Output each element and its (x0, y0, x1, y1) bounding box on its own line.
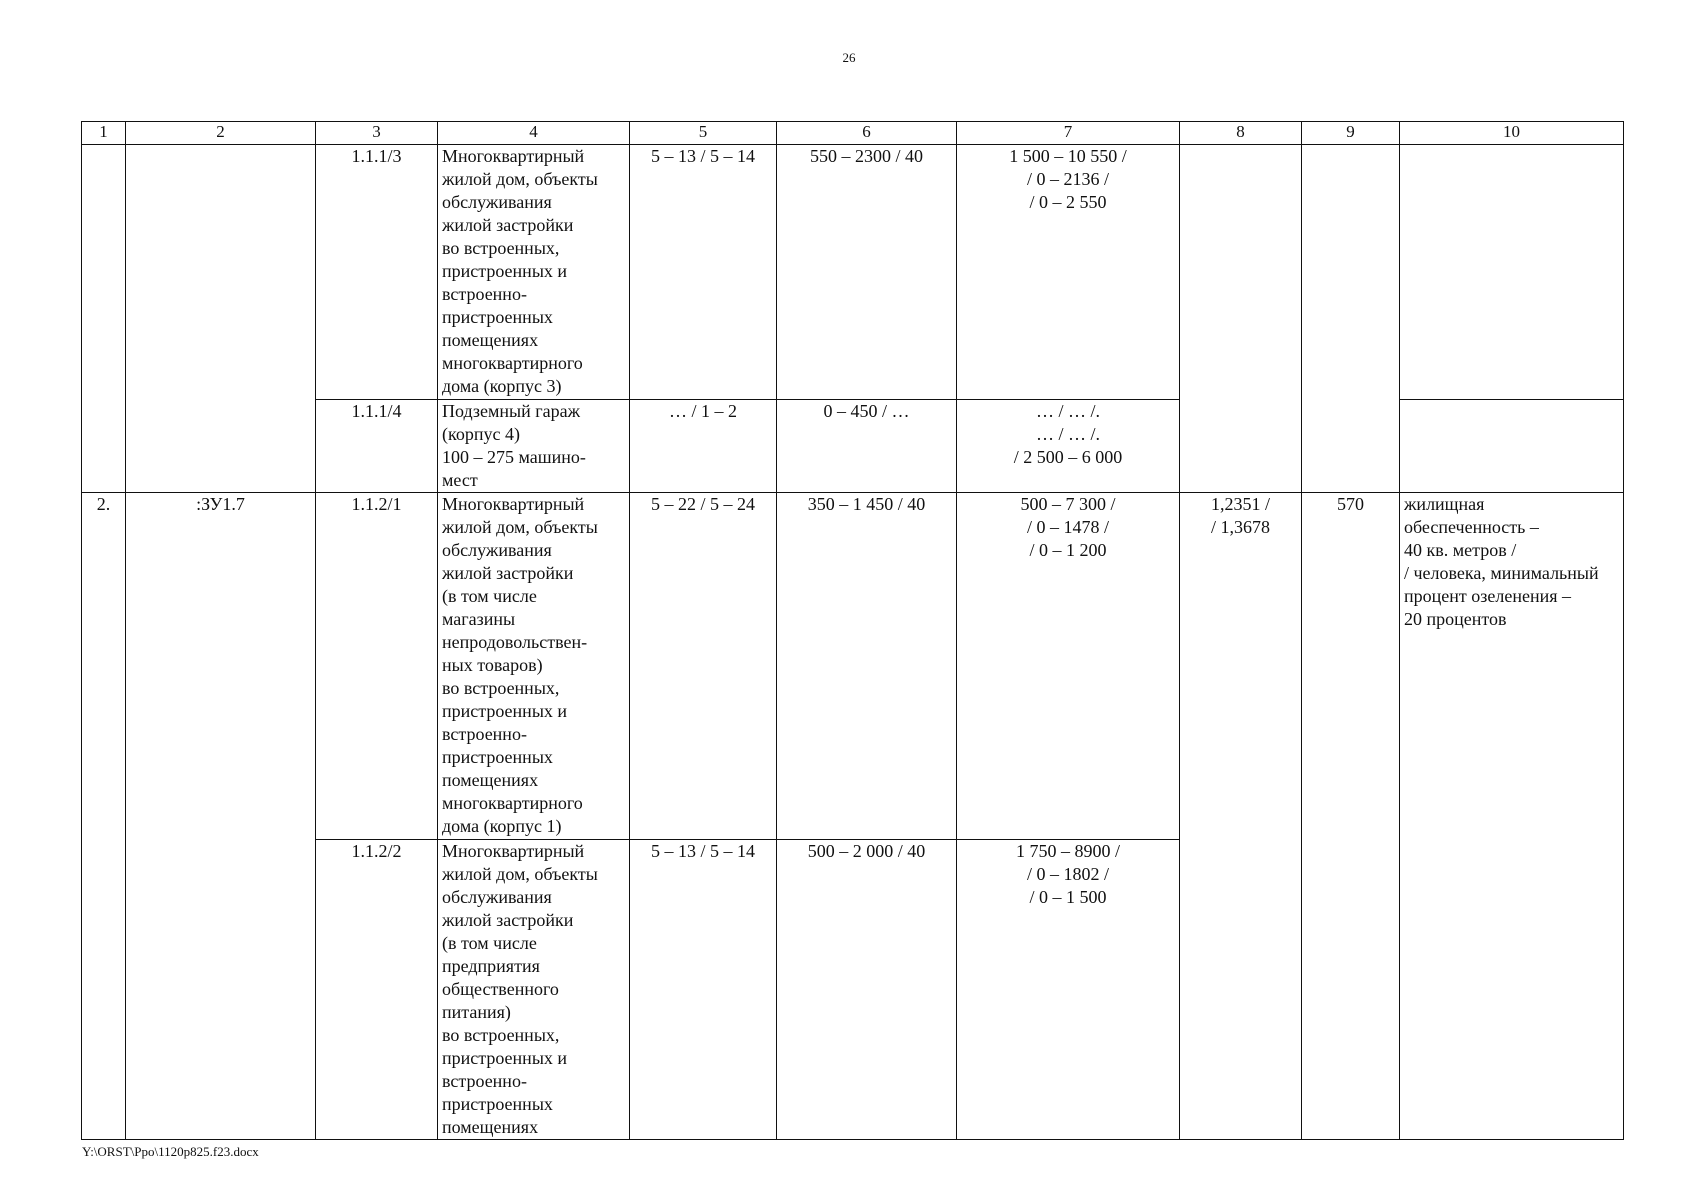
area-cell: … / … /. … / … /. / 2 500 – 6 000 (957, 400, 1180, 493)
column-header-6: 6 (777, 122, 957, 145)
height-cell: 550 – 2300 / 40 (777, 145, 957, 400)
land-plot-cell: :ЗУ1.7 (126, 493, 316, 1140)
plot-area-cell: 1,2351 / / 1,3678 (1180, 493, 1302, 1140)
table-row (82, 493, 1624, 840)
area-cell: 1 500 – 10 550 / / 0 – 2136 / / 0 – 2 550 (957, 145, 1180, 400)
object-code-cell: 1.1.2/1 (316, 493, 438, 840)
area-cell: 1 750 – 8900 / / 0 – 1802 / / 0 – 1 500 (957, 840, 1180, 1140)
col10-cell-empty (1400, 400, 1624, 493)
header-row (82, 122, 1624, 145)
column-header-8: 8 (1180, 122, 1302, 145)
footer-file-path: Y:\ORST\Ppo\1120p825.f23.docx (82, 1144, 259, 1159)
page-number: 26 (842, 50, 856, 65)
table-row (82, 145, 1624, 400)
column-header-9: 9 (1302, 122, 1400, 145)
floors-cell: 5 – 22 / 5 – 24 (630, 493, 777, 840)
data-table (81, 121, 1624, 1140)
col10-cell-empty (1400, 145, 1624, 400)
column-header-7: 7 (957, 122, 1180, 145)
object-description-cell: Многоквартирный жилой дом, объекты обслуживания жилой застройки (в том числе магазины непродовольствен- ных товаров) во встроенных, пристроенных и встроенно- пристроенных помещениях многоквартирного дома (корпус 1) (438, 493, 630, 840)
row-number-cell-empty (82, 145, 126, 493)
object-description-cell: Подземный гараж (корпус 4) 100 – 275 машино- мест (438, 400, 630, 493)
area-cell: 500 – 7 300 / / 0 – 1478 / / 0 – 1 200 (957, 493, 1180, 840)
object-description-cell: Многоквартирный жилой дом, объекты обслуживания жилой застройки во встроенных, пристроенных и встроенно- пристроенных помещениях многоквартирного дома (корпус 3) (438, 145, 630, 400)
floors-cell: … / 1 – 2 (630, 400, 777, 493)
land-plot-cell-empty (126, 145, 316, 493)
object-description-cell: Многоквартирный жилой дом, объекты обслуживания жилой застройки (в том числе предприятия общественного питания) во встроенных, пристроенных и встроенно- пристроенных помещениях (438, 840, 630, 1140)
column-header-3: 3 (316, 122, 438, 145)
height-cell: 350 – 1 450 / 40 (777, 493, 957, 840)
object-code-cell: 1.1.1/3 (316, 145, 438, 400)
floors-cell: 5 – 13 / 5 – 14 (630, 840, 777, 1140)
row-number-cell: 2. (82, 493, 126, 1140)
column-header-10: 10 (1400, 122, 1624, 145)
height-cell: 0 – 450 / … (777, 400, 957, 493)
floors-cell: 5 – 13 / 5 – 14 (630, 145, 777, 400)
column-header-4: 4 (438, 122, 630, 145)
object-code-cell: 1.1.2/2 (316, 840, 438, 1140)
col9-value-cell: 570 (1302, 493, 1400, 1140)
object-code-cell: 1.1.1/4 (316, 400, 438, 493)
column-header-2: 2 (126, 122, 316, 145)
notes-cell: жилищная обеспеченность – 40 кв. метров / / человека, минимальный процент озеленения – 20 процентов (1400, 493, 1624, 1140)
column-header-1: 1 (82, 122, 126, 145)
col9-cell-empty (1302, 145, 1400, 493)
col8-cell-empty (1180, 145, 1302, 493)
column-header-5: 5 (630, 122, 777, 145)
height-cell: 500 – 2 000 / 40 (777, 840, 957, 1140)
